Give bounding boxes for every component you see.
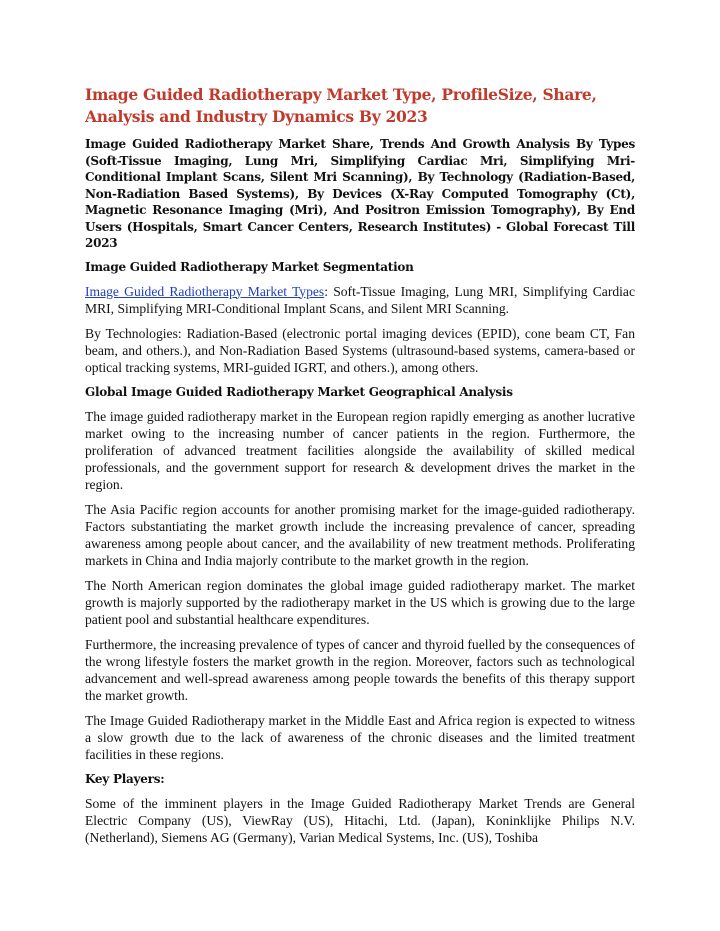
- market-types-link[interactable]: Image Guided Radiotherapy Market Types: [85, 283, 325, 299]
- europe-paragraph: The image guided radiotherapy market in the European region rapidly emerging as another lucrative market owing to the increasing number of cancer patients in the region. Furthermore, the proliferation of advanced treatment facilities alongside the availability of skilled medical professionals, and the government support for research & development drives the market in the region.: [85, 408, 635, 492]
- asia-pacific-paragraph: The Asia Pacific region accounts for another promising market for the image-guided radiotherapy. Factors substantiating the market growth include the increasing prevalence of cancer, spreading awareness among people about cancer, and the availability of new treatment methods. Proliferating markets in China and India majorly contribute to the market growth in the region.: [85, 501, 635, 568]
- types-text: : Soft-Tissue Imaging, Lung MRI, Simplifying Cardiac MRI, Simplifying MRI-Conditional Implant Scans, and Silent MRI Scanning.: [85, 283, 635, 316]
- key-players-paragraph: Some of the imminent players in the Image Guided Radiotherapy Market Trends are General Electric Company (US), ViewRay (US), Hitachi, Ltd. (Japan), Koninklijke Philips N.V. (Netherland), Siemens AG (Germany), Varian Medical Systems, Inc. (US), Toshiba: [85, 795, 635, 845]
- geographical-heading: Global Image Guided Radiotherapy Market Geographical Analysis: [85, 384, 513, 399]
- document-page: [85, 84, 635, 854]
- segmentation-heading: Image Guided Radiotherapy Market Segmentation: [85, 259, 414, 274]
- document-subtitle: Image Guided Radiotherapy Market Share, Trends And Growth Analysis By Types (Soft-Tissue Imaging, Lung Mri, Simplifying Cardiac Mri, Simplifying Mri-Conditional Implant Scans, Silent Mri Scanning), By Technology (Radiation-Based, Non-Radiation Based Systems), By Devices (X-Ray Computed Tomography (Ct), Magnetic Resonance Imaging (Mri), And Positron Emission Tomography), By End Users (Hospitals, Smart Cancer Centers, Research Institutes) - Global Forecast Till 2023: [85, 137, 635, 250]
- types-paragraph: [85, 283, 635, 317]
- middle-east-africa-paragraph: The Image Guided Radiotherapy market in the Middle East and Africa region is expected to witness a slow growth due to the lack of awareness of the chronic diseases and the limited treatment facilities in these regions.: [85, 712, 635, 762]
- furthermore-paragraph: Furthermore, the increasing prevalence of types of cancer and thyroid fuelled by the consequences of the wrong lifestyle fosters the market growth in the region. Moreover, factors such as technological advancement and well-spread awareness among people towards the benefits of this therapy support the market growth.: [85, 636, 635, 703]
- key-players-heading: Key Players:: [85, 771, 165, 786]
- technologies-paragraph: By Technologies: Radiation-Based (electronic portal imaging devices (EPID), cone beam CT, Fan beam, and others.), and Non-Radiation Based Systems (ultrasound-based systems, camera-based or optical tracking systems, MRI-guided IGRT, and others.), among others.: [85, 325, 635, 375]
- document-title: Image Guided Radiotherapy Market Type, ProfileSize, Share, Analysis and Industry Dynamics By 2023: [85, 85, 597, 126]
- north-america-paragraph: The North American region dominates the global image guided radiotherapy market. The market growth is majorly supported by the radiotherapy market in the US which is growing due to the large patient pool and substantial healthcare expenditures.: [85, 577, 635, 627]
